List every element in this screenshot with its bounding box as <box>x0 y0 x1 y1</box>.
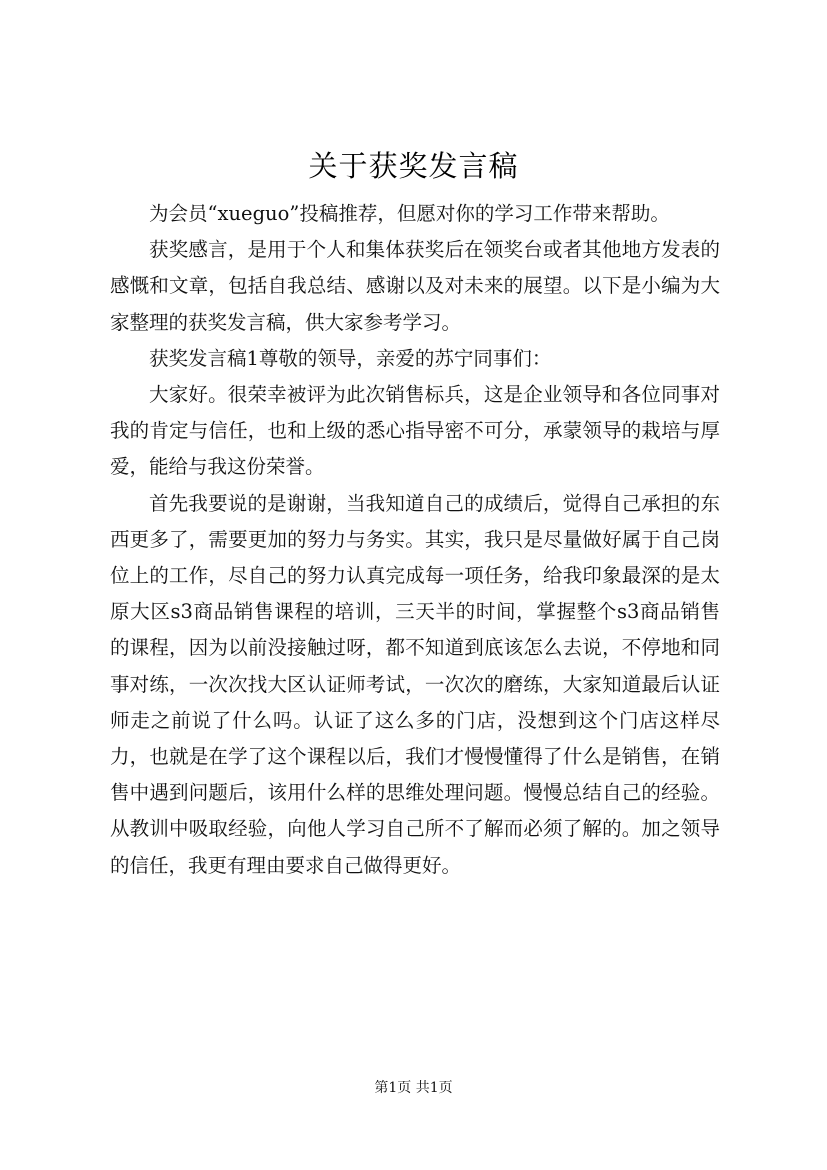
paragraph-greeting: 获奖发言稿1尊敬的领导，亲爱的苏宁同事们： <box>149 346 552 370</box>
paragraph-experience: 首先我要说的是谢谢，当我知道自己的成绩后，觉得自己承担的东西更多了，需要更加的努力与务实。其实，我只是尽量做好属于自己岗位上的工作，尽自己的努力认真完成每一项任务，给我印象最深的是太原大区s3商品销售课程的培训，三天半的时间，掌握整个s3商品销售的课程，因为以前没接触过呀，都不知道到底该怎么去说，不停地和同事对练，一次次找大区认证师考试，一次次的磨练，大家知道最后认证师走之前说了什么吗。认证了这么多的门店，没想到这个门店这样尽力，也就是在学了这个课程以后，我们才慢慢懂得了什么是销售，在销售中遇到问题后，该用什么样的思维处理问题。慢慢总结自己的经验。从教训中吸取经验，向他人学习自己所不了解而必须了解的。加之领导的信任，我更有理由要求自己做得更好。 <box>110 491 720 877</box>
paragraph-definition: 获奖感言，是用于个人和集体获奖后在领奖台或者其他地方发表的感慨和文章，包括自我总结、感谢以及对未来的展望。以下是小编为大家整理的获奖发言稿，供大家参考学习。 <box>110 238 720 334</box>
paragraph-thanks: 大家好。很荣幸被评为此次销售标兵，这是企业领导和各位同事对我的肯定与信任，也和上级的悉心指导密不可分，承蒙领导的栽培与厚爱，能给与我这份荣誉。 <box>110 383 720 479</box>
paragraph-intro: 为会员“xueguo”投稿推荐，但愿对你的学习工作带来帮助。 <box>149 202 670 225</box>
document-body <box>110 196 720 884</box>
page-footer: 第1页 共1页 <box>374 1080 453 1096</box>
document-title: 关于获奖发言稿 <box>308 149 519 183</box>
